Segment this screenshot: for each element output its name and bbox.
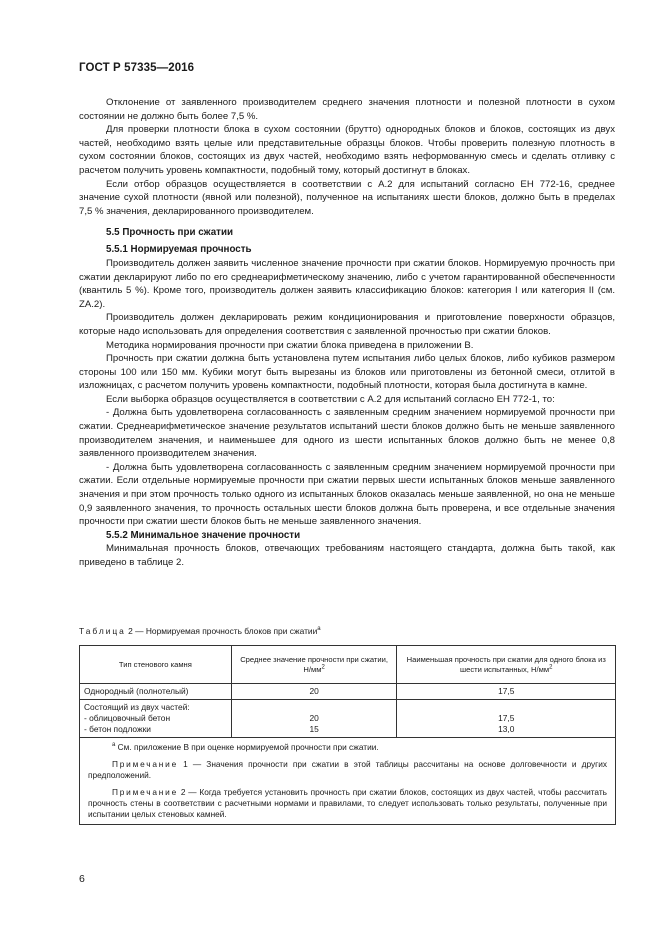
- cell-type-line: - облицовочный бетон: [84, 713, 171, 723]
- table-caption-prefix: Таблица: [79, 626, 126, 636]
- cell-type: [80, 700, 232, 738]
- paragraph: Для проверки плотности блока в сухом состоянии (брутто) однородных блоков и блоков, состоящих из двух частей, необходимо взять целые или представительные образцы блоков. Чтобы проверить полезную плотность в сухом состоянии блоков, состоящих из двух частей, необходимо взять неформованную смесь и сделать отливку с расчетом получить уровень компактности, подобный тому, который достигнут в блоках.: [79, 124, 615, 176]
- cell-min: 17,5 13,0: [397, 700, 616, 738]
- column-header-min: Наименьшая прочность при сжатии для одного блока из шести испытанных, $Н/мм^2$: [397, 646, 616, 684]
- document-header: ГОСТ Р 57335—2016: [79, 62, 195, 74]
- document-body: [79, 96, 615, 570]
- strength-table: [79, 645, 616, 825]
- paragraph: Если отбор образцов осуществляется в соответствии с А.2 для испытаний согласно ЕН 772-16, среднее значение сухой плотности (явной или полезной), полученное на испытаниях шести блоков, должно быть в пределах 7,5 % значения, декларированного производителем.: [79, 178, 615, 217]
- column-header-type: Тип стенового камня: [80, 646, 232, 684]
- paragraph: Производитель должен декларировать режим кондиционирования и приготовление поверхности образцов, которые надо использовать для определения соответствия с заявленной прочностью при сжатии блоков.: [79, 312, 615, 337]
- section-heading-5-5-2: 5.5.2 Минимальное значение прочности: [106, 529, 301, 541]
- table-caption-footnote-mark: а: [317, 626, 321, 633]
- paragraph: Методика нормирования прочности при сжатии блока приведена в приложении В.: [106, 339, 474, 351]
- table-caption-text: 2 — Нормируемая прочность блоков при сжатии: [128, 626, 318, 636]
- dash-list-item: - Должна быть удовлетворена согласованность с заявленным средним значением нормируемой прочности при сжатии. Если отдельные нормируемые прочности при сжатии первых шести испытанных блоков меньше заявленного значения и при этом прочность только одного из испытанных блоков оказалась меньше заявленной, но она не меньше 0,9 заявленного значения, то прочность остальных шести блоков должна быть проверена, и все отдельные значения прочности при сжатии шести блоков быть не меньше заявленного значения.: [79, 461, 615, 528]
- page-number: 6: [79, 873, 85, 885]
- paragraph: Отклонение от заявленного производителем среднего значения плотности и полезной плотности в сухом состоянии не должно быть более 7,5 %.: [79, 97, 615, 122]
- table-notes: [80, 738, 616, 825]
- dash-list-item: - Должна быть удовлетворена согласованность с заявленным средним значением нормируемой прочности при сжатии. Среднеарифметическое значение результатов испытаний шести блоков должно быть не меньше заявленного производителем значения, и наименьшее для одного из шести испытанных блоков должно быть не менее 0,8 заявленного производителем значения.: [79, 407, 615, 460]
- section-heading-5-5-1: 5.5.1 Нормируемая прочность: [106, 244, 252, 256]
- table-note-2: Примечание 2 — Когда требуется установить прочность при сжатии блоков, состоящих из двух частей, чтобы рассчитать прочность стены в соответствии с расчетными нормами и правилами, то следует использовать только результаты, полученные при испытании целых стеновых камней.: [88, 787, 607, 819]
- table-caption: [79, 626, 321, 637]
- table-footnote: $^а$ См. приложение В при оценке нормируемой прочности при сжатии.: [112, 742, 379, 752]
- cell-min: 17,5: [397, 684, 616, 700]
- column-header-mean: Среднее значение прочности при сжатии, $Н/мм^2$: [231, 646, 397, 684]
- table-header-row: [80, 646, 616, 684]
- table-row: [80, 700, 616, 738]
- section-heading-5-5: 5.5 Прочность при сжатии: [106, 227, 234, 239]
- cell-type-line: - бетон подложки: [84, 724, 151, 734]
- paragraph: Производитель должен заявить численное значение прочности при сжатии блоков. Нормируемую прочность при сжатии декларируют либо по его среднеарифметическому значению, либо с учетом гарантированной обеспеченности (квантиль 5 %). Кроме того, производитель должен заявить классификацию блоков: категория I или категория II (см. ZA.2).: [79, 257, 615, 310]
- paragraph: Прочность при сжатии должна быть установлена путем испытания либо целых блоков, либо кубиков размером стороны 100 или 150 мм. Кубики могут быть вырезаны из блоков или приготовлены из бетонной смеси, отлитой в изложницах, с расчетом получить уровень компактности, подобный плотности, которая была достигнута в камне.: [79, 353, 615, 392]
- table-note-1: Примечание 1 — Значения прочности при сжатии в этой таблицы рассчитаны на основе долговечности и других предположений.: [88, 759, 607, 780]
- paragraph: Если выборка образцов осуществляется в соответствии с А.2 для испытаний согласно ЕН 772-1, то:: [106, 393, 555, 405]
- table-row: [80, 684, 616, 700]
- cell-type: Однородный (полнотелый): [80, 684, 232, 700]
- table-notes-row: [80, 738, 616, 825]
- cell-type-title: Состоящий из двух частей:: [84, 702, 190, 712]
- cell-mean: 20: [231, 684, 397, 700]
- paragraph: Минимальная прочность блоков, отвечающих требованиям настоящего стандарта, должна быть такой, как приведено в таблице 2.: [79, 543, 615, 568]
- cell-mean: 20 15: [231, 700, 397, 738]
